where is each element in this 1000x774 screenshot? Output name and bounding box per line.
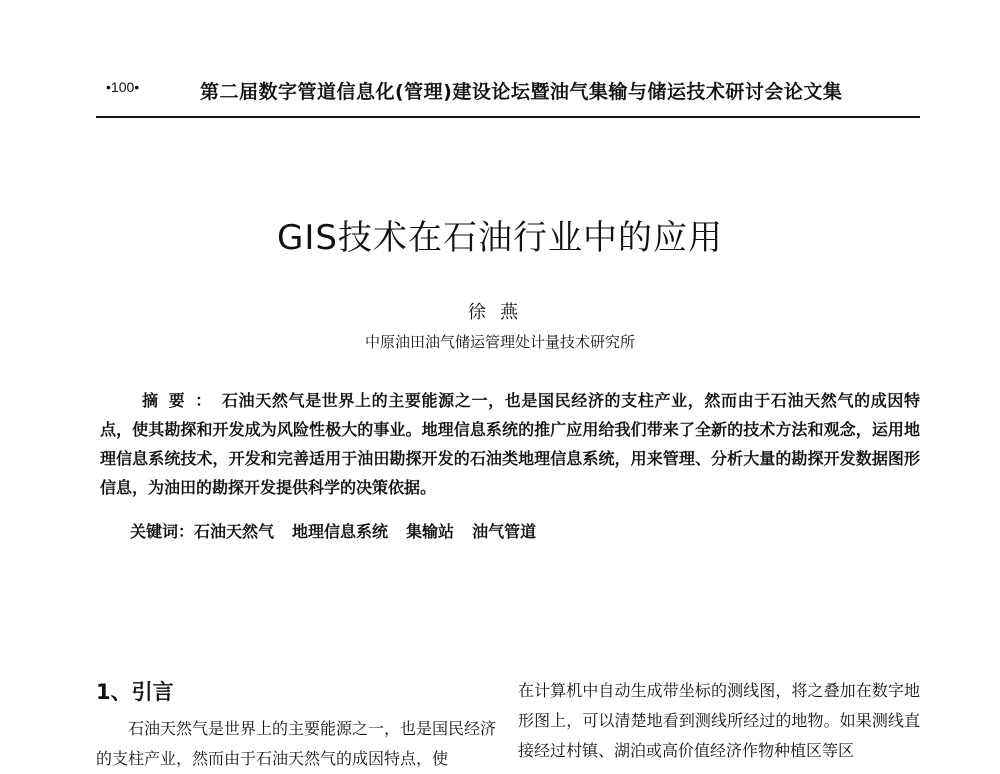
- abstract: [100, 386, 920, 502]
- keyword: 地理信息系统: [292, 522, 389, 541]
- running-header: [100, 77, 920, 101]
- right-column-paragraph: 在计算机中自动生成带坐标的测线图，将之叠加在数字地形图上，可以清楚地看到测线所经过的地物。如果测线直接经过村镇、湖泊或高价值经济作物种植区等区: [518, 681, 920, 760]
- keywords: [130, 519, 920, 542]
- body-column-right: [518, 676, 920, 766]
- section-heading-intro: 1、引言: [96, 680, 174, 704]
- keyword: 油气管道: [472, 522, 537, 541]
- page-number: •100•: [106, 79, 140, 95]
- abstract-label: 摘要：: [142, 391, 222, 410]
- journal-title: 第二届数字管道信息化(管理)建设论坛暨油气集输与储运技术研讨会论文集: [200, 81, 843, 103]
- author-name: 徐燕: [468, 302, 532, 323]
- keyword: 集输站: [406, 522, 455, 541]
- keyword: 石油天然气: [194, 522, 275, 541]
- intro-paragraph: 石油天然气是世界上的主要能源之一，也是国民经济的支柱产业，然而由于石油天然气的成因特点，使: [96, 719, 497, 768]
- abstract-text: 石油天然气是世界上的主要能源之一，也是国民经济的支柱产业，然而由于石油天然气的成因特点，使其勘探和开发成为风险性极大的事业。地理信息系统的推广应用给我们带来了全新的技术方法和观念，运用地理信息系统技术，开发和完善适用于油田勘探开发的石油类地理信息系统，用来管理、分析大量的勘探开发数据图形信息，为油田的勘探开发提供科学的决策依据。: [100, 391, 920, 497]
- body-column-left: [96, 676, 496, 774]
- author-affiliation: 中原油田油气储运管理处计量技术研究所: [364, 333, 635, 351]
- article-title: GIS技术在石油行业中的应用: [277, 218, 723, 258]
- header-rule: [96, 116, 920, 118]
- keywords-label: 关键词：: [130, 522, 195, 541]
